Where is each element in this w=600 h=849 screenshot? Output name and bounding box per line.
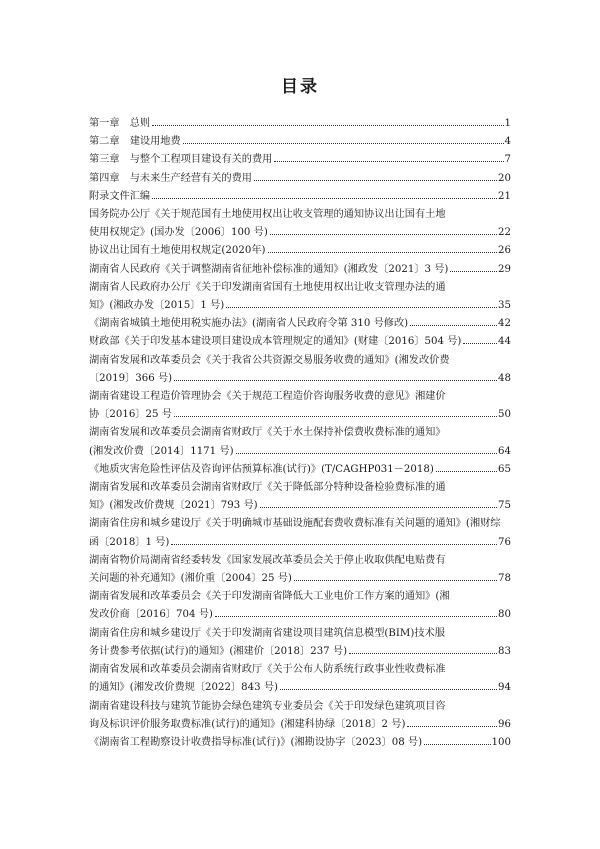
- toc-entry-title-line: 询及标识评价服务取费标准(试行)的通知》(湘建科协绿〔2018〕2 号): [89, 718, 406, 730]
- toc-entry[interactable]: [89, 479, 511, 515]
- toc-entry-page-number: 4: [504, 136, 511, 148]
- toc-entry-title-line: 湖南省发展和改革委员会《关于我省公共资源交易服务收费的通知》(湘发改价费: [89, 354, 450, 366]
- dot-leader: [424, 743, 490, 745]
- toc-entry-page-number: 76: [498, 536, 511, 548]
- toc-entry[interactable]: [89, 515, 511, 551]
- toc-entry[interactable]: [89, 115, 511, 133]
- toc-entry-title-line: 《地质灾害危险性评估及咨询评估预算标准(试行)》(T/CAGHP031－2018): [89, 463, 434, 475]
- dot-leader: [410, 324, 497, 326]
- toc-entry-title-line: 湖南省住房和城乡建设厅《关于明确城市基础设施配套费收费标准有关问题的通知》(湘财综: [89, 518, 501, 530]
- toc-entry-title-line: 第四章 与未来生产经营有关的费用: [89, 172, 252, 184]
- dot-leader: [260, 506, 497, 508]
- toc-entry[interactable]: [89, 588, 511, 624]
- table-of-contents: [89, 115, 511, 752]
- toc-entry[interactable]: [89, 388, 511, 424]
- toc-entry-page-number: 78: [498, 573, 511, 585]
- dot-leader: [236, 452, 497, 454]
- dot-leader: [270, 233, 497, 235]
- toc-entry-title-line: 发改价商〔2016〕704 号): [89, 609, 213, 621]
- dot-leader: [254, 179, 497, 181]
- toc-entry[interactable]: [89, 279, 511, 315]
- dot-leader: [174, 379, 497, 381]
- toc-entry[interactable]: [89, 698, 511, 734]
- dot-leader: [268, 251, 498, 253]
- toc-entry-title-line: 函〔2018〕1 号): [89, 536, 170, 548]
- toc-entry[interactable]: [89, 333, 511, 351]
- toc-entry[interactable]: [89, 261, 511, 279]
- toc-entry-title-line: (湘发改价费〔2014〕1171 号): [89, 445, 234, 457]
- toc-entry-title-line: 协议出让国有土地使用权规定(2020年): [89, 245, 266, 257]
- toc-entry-title-line: 务计费参考依据(试行)的通知》(湘建价〔2018〕237 号): [89, 645, 348, 657]
- toc-entry-page-number: 35: [498, 300, 511, 312]
- toc-entry-title-line: 湖南省发展和改革委员会湖南省财政厅《关于公布人防系统行政事业性收费标准: [89, 664, 446, 676]
- toc-entry-title-line: 湖南省建设工程造价管理协会《关于规范工程造价咨询服务收费的意见》湘建价: [89, 391, 446, 403]
- toc-entry[interactable]: [89, 552, 511, 588]
- dot-leader: [215, 615, 497, 617]
- dot-leader: [152, 124, 503, 126]
- dot-leader: [152, 197, 497, 199]
- toc-entry[interactable]: [89, 242, 511, 260]
- dot-leader: [174, 415, 497, 417]
- toc-entry[interactable]: [89, 734, 511, 752]
- toc-entry-title-line: 知》(湘发改价费规〔2021〕793 号): [89, 500, 258, 512]
- toc-entry-title-line: 的通知》(湘发改价费规〔2022〕843 号): [89, 682, 278, 694]
- toc-entry-title-line: 关问题的补充通知》(湘价重〔2004〕25 号): [89, 573, 292, 585]
- toc-entry[interactable]: [89, 461, 511, 479]
- page-title: 目录: [281, 77, 319, 97]
- toc-entry-title-line: 《湖南省城镇土地使用税实施办法》(湖南省人民政府令第 310 号修改): [89, 318, 409, 330]
- toc-entry-page-number: 22: [498, 227, 511, 239]
- toc-entry-title-line: 协〔2016〕25 号: [89, 409, 172, 421]
- dot-leader: [171, 543, 497, 545]
- toc-entry-page-number: 100: [491, 736, 511, 748]
- dot-leader: [294, 579, 497, 581]
- toc-entry[interactable]: [89, 625, 511, 661]
- toc-entry-title-line: 《湖南省工程勘察设计收费指导标准(试行)》(湘勘设协字〔2023〕08 号): [89, 736, 423, 748]
- toc-entry-title-line: 第二章 建设用地费: [89, 136, 181, 148]
- toc-entry-page-number: 7: [504, 154, 511, 166]
- toc-entry-page-number: 94: [498, 682, 511, 694]
- toc-entry-title-line: 财政部《关于印发基本建设项目建设成本管理规定的通知》(财建〔2016〕504 号): [89, 336, 462, 348]
- dot-leader: [450, 270, 497, 272]
- toc-entry-title-line: 湖南省发展和改革委员会湖南省财政厅《关于降低部分特种设备检验费标准的通: [89, 482, 446, 494]
- toc-entry[interactable]: [89, 170, 511, 188]
- toc-entry-title-line: 第一章 总则: [89, 118, 151, 129]
- dot-leader: [183, 142, 504, 144]
- toc-entry-page-number: 26: [498, 245, 511, 257]
- dot-leader: [280, 688, 497, 690]
- toc-entry-page-number: 20: [498, 172, 511, 184]
- dot-leader: [349, 652, 497, 654]
- toc-entry-title-line: 湖南省人民政府办公厅《关于印发湖南省国有土地使用权出让收支管理办法的通: [89, 281, 446, 293]
- toc-entry-page-number: 75: [498, 500, 511, 512]
- toc-entry-page-number: 48: [498, 372, 511, 384]
- toc-entry-title-line: 湖南省发展和改革委员会湖南省财政厅《关于水土保持补偿费收费标准的通知》: [89, 427, 446, 439]
- toc-entry[interactable]: [89, 424, 511, 460]
- toc-entry[interactable]: [89, 206, 511, 242]
- toc-entry[interactable]: [89, 188, 511, 206]
- dot-leader: [436, 470, 497, 472]
- dot-leader: [407, 725, 497, 727]
- toc-entry-page-number: 64: [498, 445, 511, 457]
- toc-entry-page-number: 83: [498, 645, 511, 657]
- toc-entry-title-line: 湖南省发展和改革委员会《关于印发湖南省降低大工业电价工作方案的通知》(湘: [89, 591, 450, 603]
- toc-entry[interactable]: [89, 661, 511, 697]
- dot-leader: [274, 160, 503, 162]
- toc-entry-page-number: 65: [498, 463, 511, 475]
- toc-entry-title-line: 第三章 与整个工程项目建设有关的费用: [89, 154, 273, 166]
- toc-entry-page-number: 50: [498, 409, 511, 421]
- toc-entry-title-line: 知》(湘政办发〔2015〕1 号): [89, 300, 225, 312]
- toc-entry[interactable]: [89, 352, 511, 388]
- toc-entry-title-line: 湖南省人民政府《关于调整湖南省征地补偿标准的通知》(湘政发〔2021〕3 号): [89, 263, 449, 275]
- toc-entry-title-line: 湖南省建设科技与建筑节能协会绿色建筑专业委员会《关于印发绿色建筑项目咨: [89, 700, 446, 712]
- toc-entry-page-number: 21: [498, 190, 511, 202]
- toc-entry-title-line: 湖南省物价局湖南省经委转发《国家发展改革委员会关于停止收取供配电贴费有: [89, 554, 446, 566]
- toc-entry-page-number: 42: [498, 318, 511, 330]
- toc-entry-title-line: 使用权规定》(国办发〔2006〕100 号): [89, 227, 268, 239]
- toc-entry-title-line: 国务院办公厅《关于规范国有土地使用权出让收支管理的通知协议出让国有土地: [89, 209, 446, 221]
- toc-entry-title-line: 附录文件汇编: [89, 190, 151, 202]
- toc-entry[interactable]: [89, 315, 511, 333]
- dot-leader: [463, 342, 497, 344]
- toc-entry-page-number: 1: [504, 118, 511, 129]
- toc-entry-page-number: 44: [498, 336, 511, 348]
- toc-entry-title-line: 〔2019〕366 号): [89, 372, 173, 384]
- toc-entry-page-number: 29: [498, 263, 511, 275]
- toc-entry-page-number: 80: [498, 609, 511, 621]
- toc-entry-title-line: 湖南省住房和城乡建设厅《关于印发湖南省建设项目建筑信息模型(BIM)技术服: [89, 627, 445, 639]
- toc-entry[interactable]: [89, 151, 511, 169]
- dot-leader: [226, 306, 497, 308]
- toc-entry[interactable]: [89, 133, 511, 151]
- toc-entry-page-number: 96: [498, 718, 511, 730]
